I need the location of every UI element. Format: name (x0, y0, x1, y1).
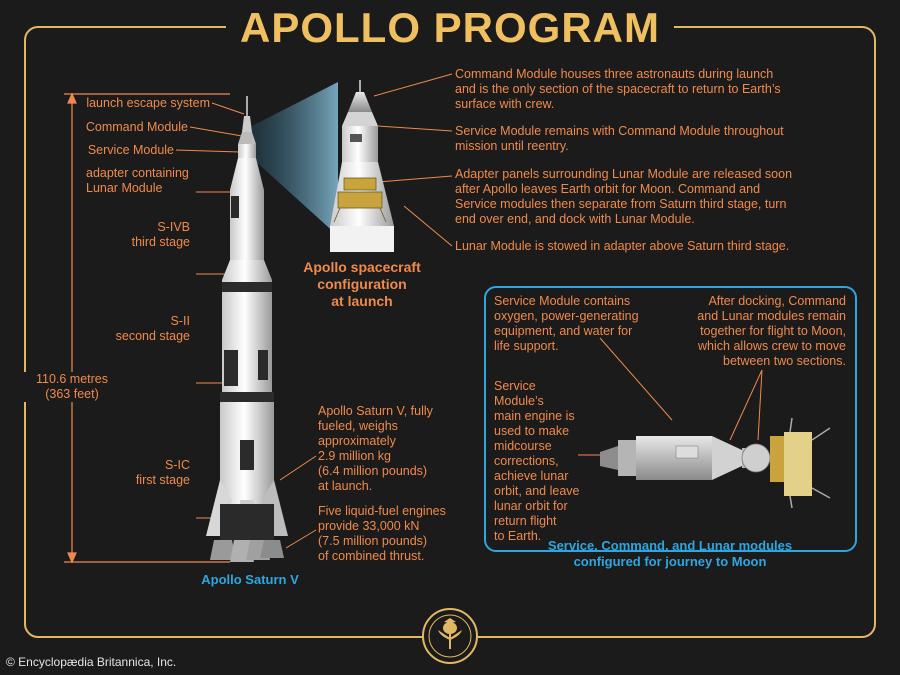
magnify-beam (252, 82, 338, 236)
label-command-module: Command Module (85, 120, 188, 134)
note-main-engine: Service Module’s main engine is used to make midcourse corrections, achieve lunar orbit, and leave lunar orbit for return flight to Earth. (494, 379, 580, 543)
label-launch-escape-system: launch escape system (86, 96, 210, 110)
label-engines: Five liquid-fuel engines provide 33,000 kN (7.5 million pounds) of combined thrust. (318, 504, 446, 563)
spacecraft-at-launch (330, 80, 394, 252)
note-command-module: Command Module houses three astronauts during launch and is the only section of the spacecraft to return to Earth’s surface with crew. (455, 67, 781, 111)
label-weight: Apollo Saturn V, fully fueled, weighs approximately 2.9 million kg (6.4 million pounds) at launch. (318, 404, 433, 493)
label-s-ivb: S-IVB third stage (131, 220, 190, 249)
caption-spacecraft-launch: Apollo spacecraft configuration at launch (303, 259, 421, 309)
britannica-thistle-logo (422, 608, 478, 664)
label-s-ic: S-IC first stage (135, 458, 190, 487)
label-height: 110.6 metres (363 feet) (22, 372, 122, 402)
label-adapter: adapter containing Lunar Module (86, 166, 189, 195)
note-adapter-panels: Adapter panels surrounding Lunar Module are released soon after Apollo leaves Earth orbit for Moon. Command and Service modules then separate from Saturn third stage, turn end over end, and dock with Lunar Module. (455, 167, 793, 226)
caption-saturn-v: Apollo Saturn V (201, 572, 299, 587)
note-lunar-module: Lunar Module is stowed in adapter above Saturn third stage. (455, 239, 790, 253)
label-s-ii: S-II second stage (115, 314, 190, 343)
note-service-support: Service Module contains oxygen, power-generating equipment, and water for life support. (494, 294, 639, 353)
caption-journey: Service, Command, and Lunar modules configured for journey to Moon (547, 538, 793, 569)
page-title: APOLLO PROGRAM (226, 4, 674, 52)
note-service-module: Service Module remains with Command Module throughout mission until reentry. (455, 124, 784, 153)
note-docking: After docking, Command and Lunar modules remain together for flight to Moon, which allows crew to move between two sections. (697, 294, 846, 368)
label-service-module: Service Module (87, 143, 174, 157)
copyright-credit: © Encyclopædia Britannica, Inc. (6, 655, 177, 669)
